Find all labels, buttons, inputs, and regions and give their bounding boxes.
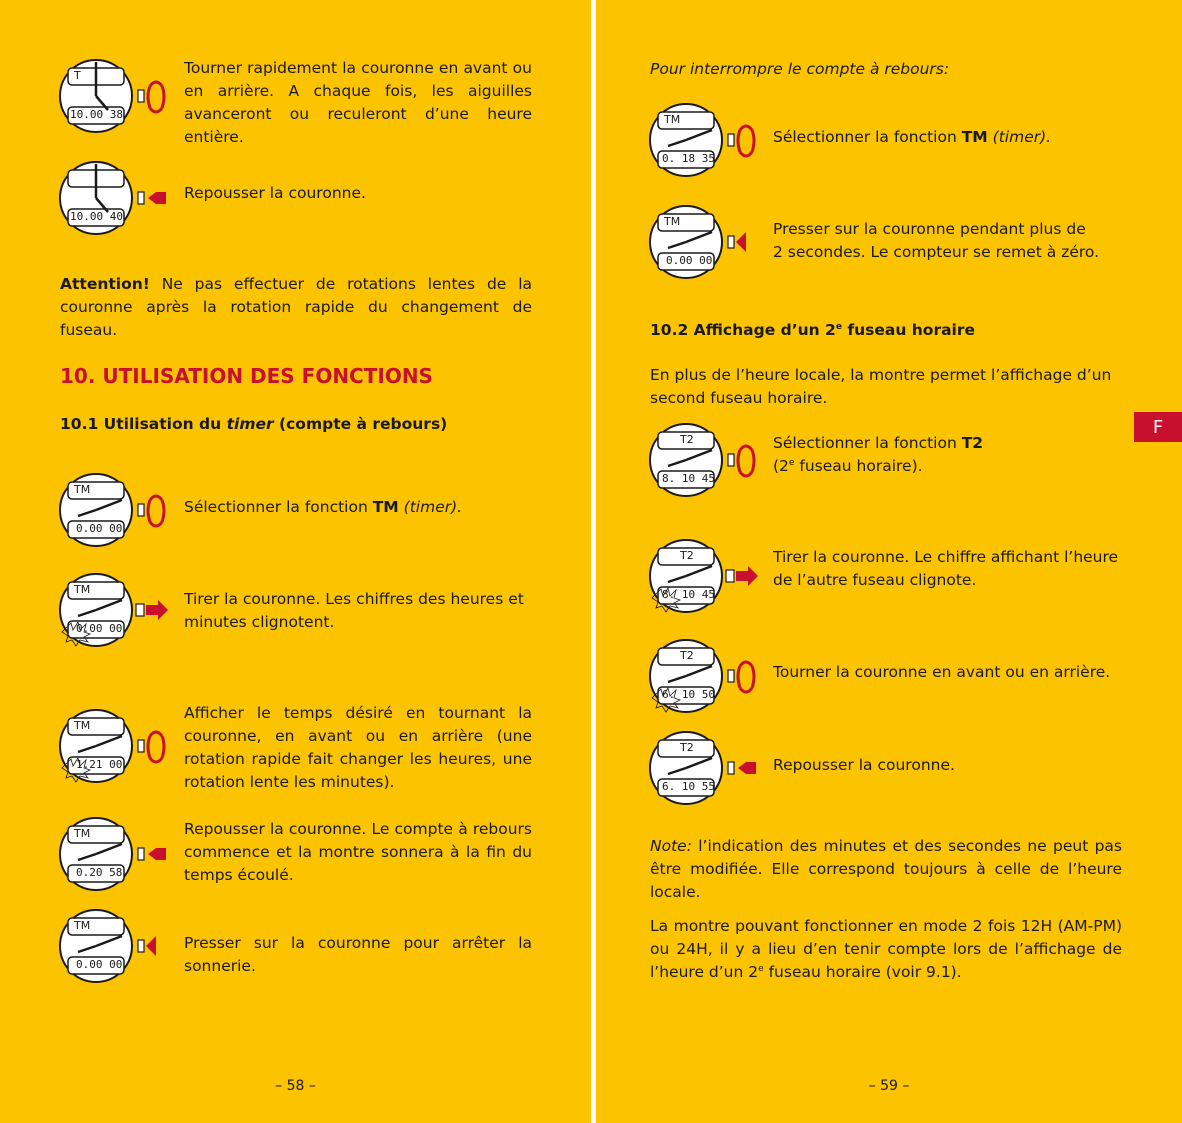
watch-diagram-l4: [58, 570, 168, 650]
attention-label: Attention!: [60, 275, 150, 293]
note-paragraph: [650, 835, 1122, 904]
watch-icon: [58, 814, 168, 894]
watch-digits: 10.00 40: [70, 210, 123, 223]
watch-diagram-r2: [648, 202, 758, 282]
attention-paragraph: [60, 273, 532, 342]
attention-text: Ne pas effectuer de rotations lentes de la couronne après la rotation rapide du changement de fuseau.: [60, 275, 532, 339]
final-text: La montre pouvant fonctionner en mode 2 fois 12H (AM-PM) ou 24H, il y a lieu d’en tenir compte lors de l’affichage de l’heure d’un 2: [650, 917, 1122, 981]
step-text: [184, 496, 532, 519]
subheading-text: fuseau horaire: [841, 321, 976, 339]
watch-icon: [648, 728, 758, 808]
watch-icon: [58, 706, 168, 786]
watch-mode-label: TM: [74, 483, 91, 496]
step-text: [773, 432, 1123, 478]
intro-paragraph: En plus de l’heure locale, la montre permet l’affichage d’un second fuseau horaire.: [650, 366, 1112, 407]
step-text: Presser sur la couronne pour arrêter la sonnerie.: [184, 934, 532, 975]
step-text-emphasis: (timer).: [987, 128, 1052, 146]
watch-digits: 8. 10 45: [662, 588, 715, 601]
function-name: TM: [961, 128, 988, 146]
final-text: fuseau horaire (voir 9.1).: [763, 963, 962, 981]
watch-icon: [648, 636, 758, 716]
superscript: e: [788, 457, 795, 468]
page-number: – 58 –: [275, 1078, 316, 1094]
watch-digits: 6. 10 50: [662, 688, 715, 701]
watch-digits: 0.00 00: [76, 522, 123, 535]
watch-diagram-r3: [648, 420, 758, 500]
step-text-emphasis: (timer).: [398, 498, 463, 516]
subheading-text: (compte à rebours): [273, 415, 448, 433]
watch-digits: 0. 18 35: [662, 152, 715, 165]
watch-digits: 0.20 58: [76, 866, 123, 879]
subheading-timer: [60, 415, 447, 433]
watch-icon: [648, 100, 758, 180]
step-text: Repousser la couronne.: [184, 184, 366, 202]
function-name: T2: [961, 434, 984, 452]
watch-diagram-l7: [58, 906, 168, 986]
step-text: Tourner la couronne en avant ou en arrière.: [773, 663, 1111, 681]
watch-digits: 0.00 00: [76, 958, 123, 971]
language-tab: F: [1134, 412, 1182, 442]
watch-mode-label: TM: [664, 215, 681, 228]
watch-mode-label: TM: [74, 583, 91, 596]
step-text-part: Sélectionner la fonction: [773, 434, 962, 452]
watch-digits: 1.21 00: [76, 758, 123, 771]
note-text: l’indication des minutes et des secondes ne peut pas être modifiée. Elle correspond toujours à celle de l’heure locale.: [650, 837, 1122, 901]
watch-diagram-r6: [648, 728, 758, 808]
step-text: Repousser la couronne.: [773, 756, 955, 774]
watch-icon: [58, 470, 168, 550]
watch-mode-label: T: [74, 69, 81, 82]
watch-diagram-l3: [58, 470, 168, 550]
watch-icon: [58, 56, 168, 136]
watch-icon: [58, 570, 168, 650]
superscript: e: [835, 321, 842, 332]
watch-diagram-l6: [58, 814, 168, 894]
watch-mode-label: TM: [74, 827, 91, 840]
watch-diagram-r1: [648, 100, 758, 180]
subheading-text: 10.1 Utilisation du: [60, 415, 227, 433]
section-title: 10. UTILISATION DES FONCTIONS: [60, 364, 433, 388]
step-text-line: [773, 455, 1123, 478]
step-text-line: Presser sur la couronne pendant plus de: [773, 220, 1086, 238]
subheading-text: 10.2 Affichage d’un 2: [650, 321, 836, 339]
function-name: TM: [372, 498, 399, 516]
watch-icon: [58, 158, 168, 238]
step-text: [773, 126, 1123, 149]
watch-mode-label: TM: [74, 719, 91, 732]
watch-digits: 0.00 00: [666, 254, 713, 267]
superscript: e: [758, 963, 764, 974]
step-text: Repousser la couronne. Le compte à rebours commence et la montre sonnera à la fin du temps écoulé.: [184, 820, 532, 884]
step-text: Afficher le temps désiré en tournant la couronne, en avant ou en arrière (une rotation rapide fait changer les heures, une rotation lente les minutes).: [184, 704, 532, 791]
watch-digits: 6. 10 55: [662, 780, 715, 793]
note-label: Note:: [650, 837, 692, 855]
watch-diagram-l5: [58, 706, 168, 786]
watch-icon: [58, 906, 168, 986]
watch-digits: 10.00 38: [70, 108, 123, 121]
step-text-part: fuseau horaire).: [794, 457, 923, 475]
intro-emphasis: Pour interrompre le compte à rebours:: [650, 60, 950, 78]
watch-diagram-l2: [58, 158, 168, 238]
intro-text: [650, 58, 949, 81]
watch-mode-label: T2: [680, 741, 694, 754]
watch-digits: 8. 10 45: [662, 472, 715, 485]
watch-icon: [648, 420, 758, 500]
subheading-emphasis: timer: [226, 415, 274, 433]
step-text-part: Sélectionner la fonction: [773, 128, 962, 146]
step-text: Tirer la couronne. Les chiffres des heures et minutes clignotent.: [184, 590, 524, 631]
watch-digits: 0.00 00: [76, 622, 123, 635]
step-text-line: [773, 432, 1123, 455]
watch-mode-label: T2: [680, 649, 694, 662]
watch-diagram-r5: [648, 636, 758, 716]
watch-diagram-l1: [58, 56, 168, 136]
step-text: [773, 218, 1123, 264]
page-number: – 59 –: [868, 1078, 910, 1094]
watch-mode-label: T2: [680, 549, 694, 562]
watch-mode-label: TM: [74, 919, 91, 932]
step-text: Tourner rapidement la couronne en avant ou en arrière. A chaque fois, les aiguilles avanceront ou reculeront d’une heure entière.: [184, 59, 532, 146]
final-paragraph: [650, 915, 1122, 984]
watch-icon: [648, 536, 758, 616]
step-text: Tirer la couronne. Le chiffre affichant l’heure de l’autre fuseau clignote.: [773, 548, 1119, 589]
step-text-part: (2: [773, 457, 789, 475]
watch-diagram-r4: [648, 536, 758, 616]
step-text-part: Sélectionner la fonction: [184, 498, 373, 516]
page-right: [596, 0, 1182, 1123]
watch-mode-label: T2: [680, 433, 694, 446]
watch-icon: [648, 202, 758, 282]
watch-mode-label: TM: [664, 113, 681, 126]
subheading-second-timezone: [650, 321, 975, 339]
step-text-line: 2 secondes. Le compteur se remet à zéro.: [773, 243, 1100, 261]
